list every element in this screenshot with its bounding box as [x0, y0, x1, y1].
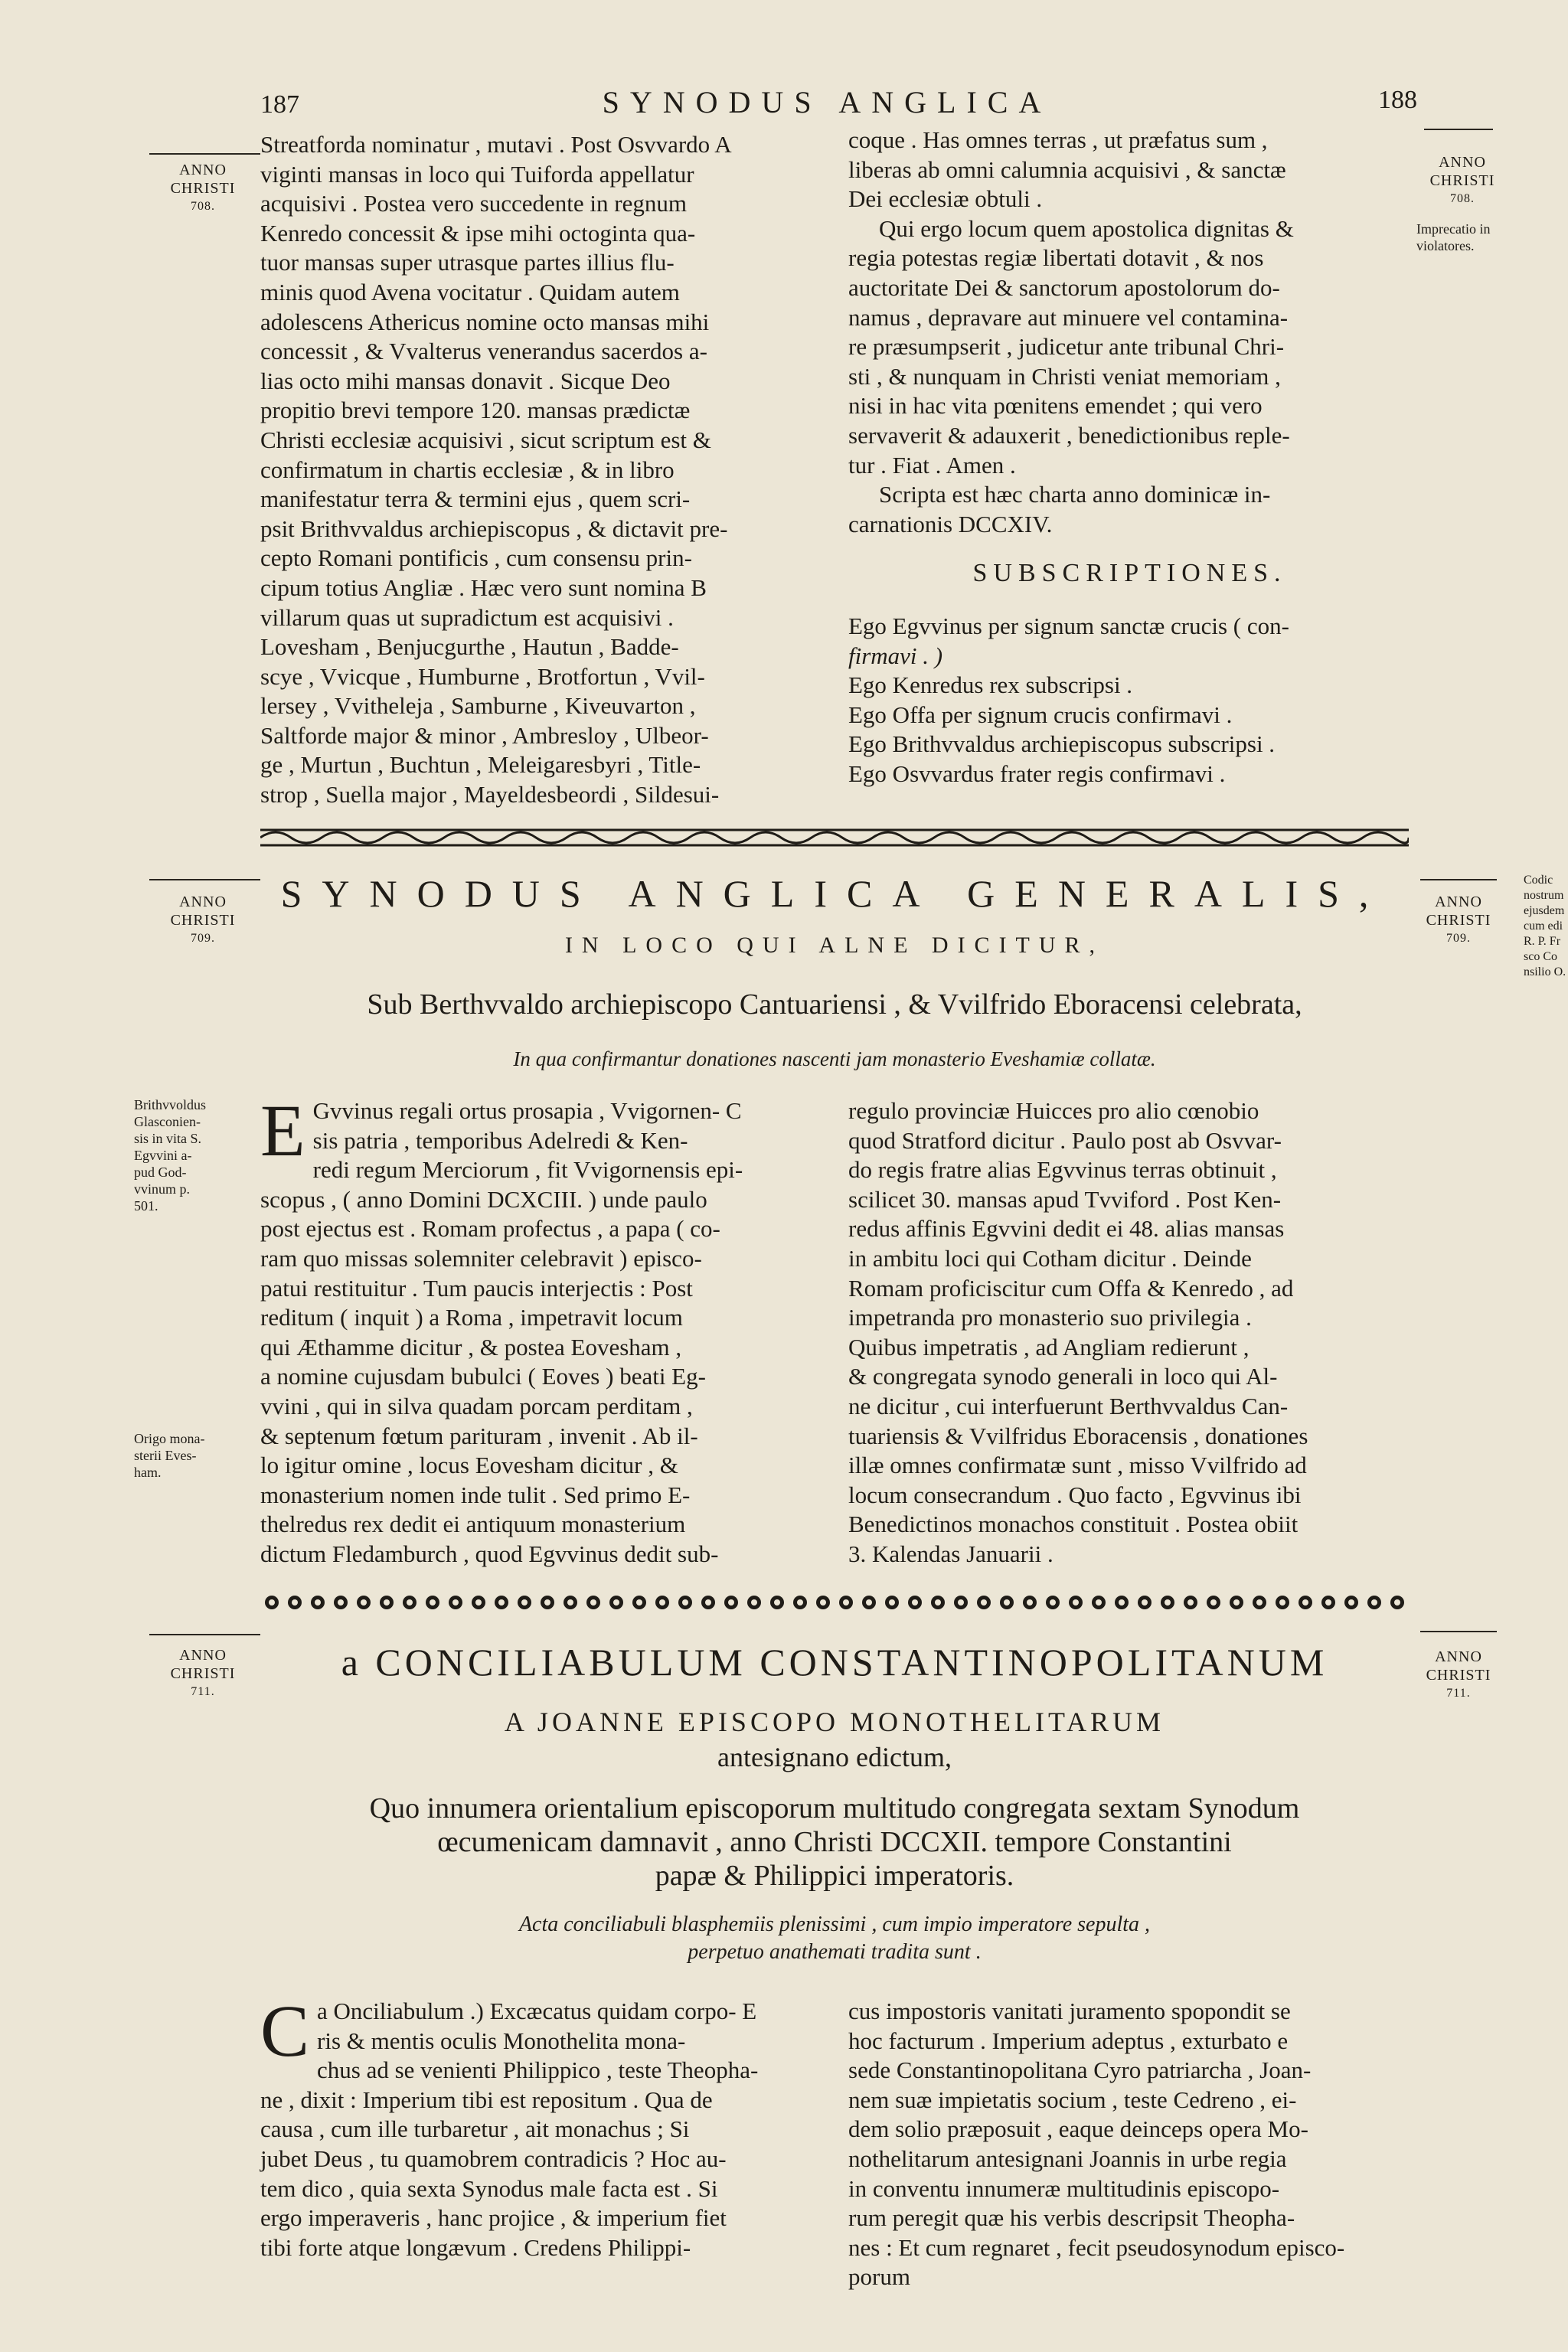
para-text: Quo innumera orientalium episcoporum multitudo congregata sextam Synodum œcumenicam damnavit , anno Christi DCCXII. tempore Constantini papæ & Philippici imperatoris. [369, 1792, 1300, 1892]
christi-word: CHRISTI [170, 912, 236, 929]
year-number: 711. [1446, 1687, 1471, 1700]
margin-note-line: sis in vita S. [134, 1131, 202, 1146]
margin-rule [149, 1634, 260, 1635]
christi-word: CHRISTI [170, 1665, 236, 1682]
anno-christi-left-2 [149, 893, 256, 948]
christi-word: CHRISTI [170, 180, 236, 197]
margin-note-line: ham. [134, 1465, 162, 1480]
section3-subtitle-1: A JOANNE EPISCOPO MONOTHELITARUM [504, 1707, 1165, 1737]
year-number: 709. [1446, 932, 1471, 945]
year-number: 708. [1450, 192, 1475, 205]
subscription-line: Ego Osvvardus frater regis confirmavi . [848, 760, 1226, 787]
margin-note-origo [134, 1430, 256, 1481]
anno-christi-right-3 [1416, 1648, 1501, 1703]
section2-line3: Sub Berthvvaldo archiepiscopo Cantuariensi , & Vvilfrido Eboracensi celebrata, [367, 988, 1302, 1021]
body-text: regulo provinciæ Huicces pro alio cœnobio quod Stratford dicitur . Paulo post ab Osvvar- do regis fratre alias Egvvinus terras obtinuit , scilicet 30. mansas apud Tvviford . Post Ken- redus affinis Egvvini dedit ei 48. alias mansas in ambitu loci qui Cotham dicitur . Deinde Romam proficiscitur cum Offa & Kenredo , ad impetranda pro monasterio suo privilegia . Quibus impetratis , ad Angliam redierunt , & congregata synodo generali in loco qui Al- ne dicitur , cui interfuerunt Berthvvaldus Can- tuariensis & Vvilfridus Eboracensis , donationes illæ omnes confirmatæ sunt , misso Vvilfrido ad locum consecrandum . Quo facto , Egvvinus ibi Benedictinos monachos constituit . Postea obiit 3. Kalendas Januarii . [848, 1097, 1308, 1567]
body-text: Qui ergo locum quem apostolica dignitas & regia potestas regiæ libertati dotavit , & nos auctoritate Dei & sanctorum apostolorum do- namus , depravare aut minuere vel contamina- re præsumpserit , judicetur ante tribunal Chri- sti , & nunquam in Christi veniat memoriam , nisi in hac vita pœnitens emendet ; qui vero servaverit & adauxerit , benedictionibus reple- tur . Fiat . Amen . [848, 214, 1294, 479]
anno-christi-left-3 [149, 1646, 256, 1701]
margin-note-line: 501. [134, 1198, 158, 1214]
section2-subtitle: IN LOCO QUI ALNE DICITUR, [564, 933, 1105, 958]
section2-title: SYNODUS ANGLICA GENERALIS, [280, 872, 1389, 915]
margin-rule [149, 153, 260, 155]
section1-left-column [260, 130, 844, 810]
section1-right-column [848, 126, 1411, 789]
body-text: Streatforda nominatur , mutavi . Post Osvvardo A viginti mansas in loco qui Tuiforda appellatur acquisivi . Postea vero succedente in regnum Kenredo concessit & ipse mihi octoginta qua- tuor mansas super utrasque partes illius flu- minis quod Avena vocitatur . Quidam autem adolescens Athericus nomine octo mansas mihi concessit , & Vvalterus venerandus sacerdos a- lias octo mihi mansas donavit . Sicque Deo propitio brevi tempore 120. mansas prædictæ Christi ecclesiæ acquisivi , sicut scriptum est & confirmatum in chartis ecclesiæ , & in libro manifestatur terra & termini ejus , quem scri- psit Brithvvaldus archiepiscopus , & dictavit pre- cepto Romani pontificis , cum consensu prin- cipum totius Angliæ . Hæc vero sunt nomina B villarum quas ut supradictum est acquisivi . Lovesham , Benjucgurthe , Hautun , Badde- scye , Vvicque , Humburne , Brotfortun , Vvil- lersey , Vvitheleja , Samburne , Kiveuvarton , Saltforde major & minor , Ambresloy , Ulbeor- ge , Murtun , Buchtun , Meleigaresbyri , Title- strop , Suella major , Mayeldesbeordi , Sildesui- [260, 131, 732, 808]
adjacent-page-margin-note [1524, 873, 1568, 980]
margin-note-line: cum edi [1524, 920, 1563, 933]
margin-note-line: sco Co [1524, 950, 1557, 963]
body-text: coque . Has omnes terras , ut præfatus sum , liberas ab omni calumnia acquisivi , & sanctæ Dei ecclesiæ obtuli . [848, 126, 1286, 213]
year-number: 708. [191, 200, 215, 213]
running-title: SYNODUS ANGLICA [602, 85, 1052, 119]
subscription-line: Ego Offa per signum crucis confirmavi . [848, 701, 1233, 728]
page-number-left: 187 [260, 90, 299, 119]
body-text: cus impostoris vanitati juramento spopondit se hoc facturum . Imperium adeptus , exturbato e sede Constantinopolitana Cyro patriarcha , Joan- nem suæ impietatis socium , teste Cedreno , ei- dem solio præposuit , eaque deinceps opera Mo- nothelitarum antesignani Joannis in urbe regia in conventu innumeræ multitudinis episcopo- rum peregit quæ his verbis descripsit Theopha- nes : Et cum regnaret , fecit pseudosynodum episco- porum [848, 1998, 1345, 2291]
margin-rule [1424, 129, 1493, 130]
section3-subtitle-2: antesignano edictum, [717, 1742, 952, 1772]
anno-word: ANNO [179, 1647, 227, 1664]
margin-note-line: ejusdem [1524, 904, 1565, 917]
margin-note-line: nostrum [1524, 889, 1564, 902]
margin-note-line: nsilio O. [1524, 965, 1566, 978]
year-number: 709. [191, 932, 215, 945]
margin-note-line: Codic [1524, 874, 1553, 887]
year-number: 711. [191, 1685, 215, 1698]
section3-left-column [260, 1990, 844, 2262]
subscriptiones-heading: SUBSCRIPTIONES. [972, 559, 1287, 588]
christi-word: CHRISTI [1426, 912, 1491, 929]
para-text: Acta conciliabuli blasphemiis plenissimi , cum impio imperatore sepulta , perpetuo anathemati tradita sunt . [518, 1913, 1151, 1964]
margin-note-line: Egvvini a- [134, 1148, 192, 1163]
body-text: a Onciliabulum .) Excæcatus quidam corpo- E ris & mentis oculis Monothelita mona- chus ad se venienti Philippico , teste Theopha- ne , dixit : Imperium tibi est repositum . Qua de causa , cum ille turbaretur , ait monachus ; Si jubet Deus , tu quamobrem contradicis ? Hoc au- tem dico , quia sexta Synodus male facta est . Si ergo imperaveris , hanc projice , & imperium fiet tibi forte atque longævum . Credens Philippi- [260, 1998, 759, 2261]
margin-note-line: Origo mona- [134, 1431, 205, 1446]
body-text: Gvvinus regali ortus prosapia , Vvigornen- C sis patria , temporibus Adelredi & Ken- redi regum Merciorum , fit Vvigornensis epi- scopus , ( anno Domini DCXCIII. ) unde paulo post ejectus est . Romam profectus , a papa ( co- ram quo missas solemniter celebravit ) episco- patui restituitur . Tum paucis interjectis : Post reditum ( inquit ) a Roma , impetravit locum qui Æthamme dicitur , & postea Eovesham , a nomine cujusdam bubulci ( Eoves ) beati Eg- vvini , qui in silva quadam porcam perditam , & septenum fœtum parituram , invenit . Ab il- lo igitur omine , locus Eovesham dicitur , & monasterium nomen inde tulit . Sed primo E- thelredus rex dedit ei antiquum monasterium dictum Fledamburch , quod Egvvinus dedit sub- [260, 1097, 743, 1567]
section2-right-column [848, 1096, 1411, 1570]
drop-cap-letter: C [260, 1990, 310, 2072]
decorative-ornament-band [260, 825, 1409, 850]
margin-rule [1420, 879, 1497, 880]
subscription-line: Ego Kenredus rex subscripsi . [848, 671, 1133, 699]
section3-title: a CONCILIABULUM CONSTANTINOPOLITANUM [341, 1641, 1328, 1684]
christi-word: CHRISTI [1429, 172, 1495, 189]
margin-note-line: vvinum p. [134, 1181, 191, 1197]
drop-cap-letter: E [260, 1089, 305, 1171]
anno-word: ANNO [1435, 1648, 1482, 1665]
margin-note-brithvvoldus [134, 1096, 256, 1214]
anno-christi-right-1 [1420, 153, 1504, 208]
christi-word: CHRISTI [1426, 1667, 1491, 1684]
margin-note-line: pud God- [134, 1165, 187, 1180]
margin-note-line: Glasconien- [134, 1114, 201, 1129]
section3-para2 [260, 1911, 1409, 1966]
margin-note-line: violatores. [1416, 238, 1475, 253]
section3-para1 [260, 1792, 1409, 1893]
page-number-right: 188 [1378, 86, 1417, 114]
margin-note-imprecatio [1416, 220, 1516, 254]
section3-right-column [848, 1997, 1411, 2292]
anno-word: ANNO [1435, 893, 1482, 910]
margin-note-line: R. P. Fr [1524, 935, 1561, 948]
anno-word: ANNO [179, 162, 227, 178]
anno-word: ANNO [179, 893, 227, 910]
anno-christi-left-1 [149, 161, 256, 216]
decorative-ornament-band [260, 1591, 1409, 1614]
margin-rule [1420, 1631, 1497, 1632]
margin-note-line: sterii Eves- [134, 1448, 197, 1463]
margin-note-line: Brithvvoldus [134, 1097, 207, 1112]
margin-note-line: Imprecatio in [1416, 221, 1491, 237]
anno-christi-right-2 [1416, 893, 1501, 948]
section2-line4: In qua confirmantur donationes nascenti jam monasterio Eveshamiæ collatæ. [513, 1047, 1156, 1070]
anno-word: ANNO [1439, 154, 1486, 171]
margin-rule [149, 879, 260, 880]
subscription-line: Ego Brithvvaldus archiepiscopus subscripsi . [848, 730, 1276, 758]
body-text: Scripta est hæc charta anno dominicæ in- carnationis DCCXIV. [848, 481, 1271, 537]
subscription-line: Ego Egvvinus per signum sanctæ crucis ( con- [848, 612, 1289, 639]
section2-left-column [260, 1089, 844, 1570]
subscription-line: firmavi . ) [848, 642, 943, 669]
